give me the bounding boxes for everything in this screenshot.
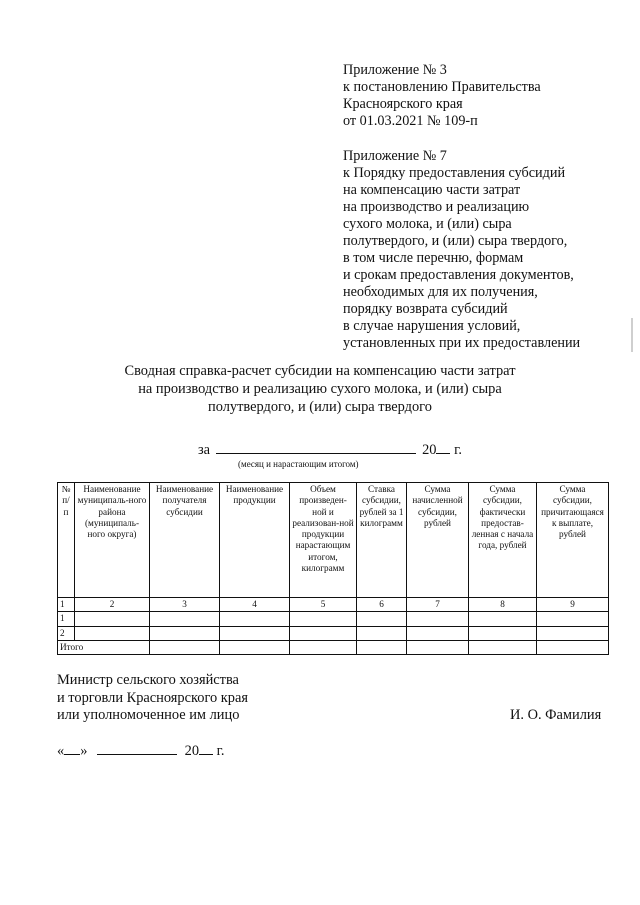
table-cell — [220, 640, 290, 654]
period-prefix: за — [198, 442, 211, 458]
appendix-3-line: Красноярского края — [343, 96, 463, 112]
total-label: Итого — [58, 640, 150, 654]
subsidy-table — [57, 482, 609, 655]
appendix-7-line: Приложение № 7 — [343, 148, 447, 164]
table-cell — [75, 626, 150, 640]
appendix-3-line: Приложение № 3 — [343, 62, 447, 78]
appendix-7-block — [343, 148, 580, 352]
column-number: 6 — [357, 598, 407, 612]
table-cell — [357, 626, 407, 640]
table-cell — [469, 640, 537, 654]
table-cell — [469, 612, 537, 626]
appendix-7-line: полутвердого, и (или) сыра твердого, — [343, 233, 568, 249]
date-suffix: г. — [216, 743, 225, 759]
column-number: 5 — [290, 598, 357, 612]
table-cell — [220, 612, 290, 626]
table-cell — [407, 612, 469, 626]
document-title — [0, 362, 640, 416]
appendix-7-line: на компенсацию части затрат — [343, 182, 521, 198]
table-cell — [150, 640, 220, 654]
appendix-7-line: на производство и реализацию — [343, 199, 530, 215]
date-close-quote: » — [80, 743, 88, 759]
header-index: № п/п — [58, 483, 75, 598]
header-product: Наименование продукции — [220, 483, 290, 598]
date-open-quote: « — [57, 743, 65, 759]
period-hint: (месяц и нарастающим итогом) — [238, 459, 359, 469]
table-cell — [290, 612, 357, 626]
column-number: 2 — [75, 598, 150, 612]
scan-artifact — [631, 318, 633, 352]
column-number: 9 — [537, 598, 609, 612]
period-row — [198, 441, 462, 459]
header-rate: Ставка субсидии, рублей за 1 килограмм — [357, 483, 407, 598]
appendix-7-line: сухого молока, и (или) сыра — [343, 216, 512, 232]
title-line: полутвердого, и (или) сыра твердого — [208, 399, 432, 415]
period-suffix: г. — [454, 442, 462, 458]
appendix-3-line: от 01.03.2021 № 109-п — [343, 113, 478, 129]
signer-title-block — [57, 672, 248, 725]
period-year-blank — [436, 441, 450, 454]
table-cell — [290, 640, 357, 654]
table-row — [58, 626, 609, 640]
appendix-3-line: к постановлению Правительства — [343, 79, 541, 95]
signer-title-line: Министр сельского хозяйства — [57, 672, 239, 688]
column-number: 8 — [469, 598, 537, 612]
period-month-blank — [216, 441, 416, 454]
table-cell — [537, 640, 609, 654]
column-number: 7 — [407, 598, 469, 612]
table-cell — [537, 612, 609, 626]
column-number: 1 — [58, 598, 75, 612]
appendix-7-line: установленных при их предоставлении — [343, 335, 581, 351]
table-cell — [290, 626, 357, 640]
header-recipient: Наименование получателя субсидии — [150, 483, 220, 598]
signer-title-line: или уполномоченное им лицо — [57, 707, 240, 723]
header-granted: Сумма субсидии, фактически предостав-ленная с начала года, рублей — [469, 483, 537, 598]
table-header-row — [58, 483, 609, 598]
appendix-7-line: к Порядку предоставления субсидий — [343, 165, 566, 181]
signer-name: И. О. Фамилия — [510, 707, 602, 723]
header-volume: Объем произведен-ной и реализован-ной продукции нарастающим итогом, килограмм — [290, 483, 357, 598]
column-number: 3 — [150, 598, 220, 612]
row-index: 1 — [58, 612, 75, 626]
table-cell — [150, 626, 220, 640]
year-blank — [199, 741, 213, 755]
appendix-3-block — [343, 62, 541, 130]
table-cell — [407, 626, 469, 640]
title-line: на производство и реализацию сухого молока, и (или) сыра — [138, 381, 502, 397]
header-accrued: Сумма начисленной субсидии, рублей — [407, 483, 469, 598]
date-row — [57, 741, 225, 760]
appendix-7-line: в том числе перечню, формам — [343, 250, 524, 266]
appendix-7-line: порядку возврата субсидий — [343, 301, 508, 317]
table-cell — [150, 612, 220, 626]
header-payable: Сумма субсидии, причитающаяся к выплате, рублей — [537, 483, 609, 598]
signer-title-line: и торговли Красноярского края — [57, 689, 248, 706]
appendix-7-line: в случае нарушения условий, — [343, 318, 521, 334]
column-number-row — [58, 598, 609, 612]
table-cell — [357, 640, 407, 654]
table-cell — [75, 612, 150, 626]
date-year-prefix: 20 — [184, 743, 200, 759]
table-cell — [357, 612, 407, 626]
appendix-7-line: необходимых для их получения, — [343, 284, 538, 300]
period-year-prefix: 20 — [422, 442, 437, 458]
table-cell — [220, 626, 290, 640]
header-district: Наименование муниципаль-ного района (муниципаль-ного округа) — [75, 483, 150, 598]
column-number: 4 — [220, 598, 290, 612]
month-blank — [97, 741, 177, 755]
table-cell — [469, 626, 537, 640]
day-blank — [64, 741, 80, 755]
appendix-7-line: и срокам предоставления документов, — [343, 267, 574, 283]
title-line: Сводная справка-расчет субсидии на компенсацию части затрат — [124, 363, 516, 379]
table-cell — [537, 626, 609, 640]
row-index: 2 — [58, 626, 75, 640]
table-row — [58, 612, 609, 626]
table-cell — [407, 640, 469, 654]
total-row — [58, 640, 609, 654]
